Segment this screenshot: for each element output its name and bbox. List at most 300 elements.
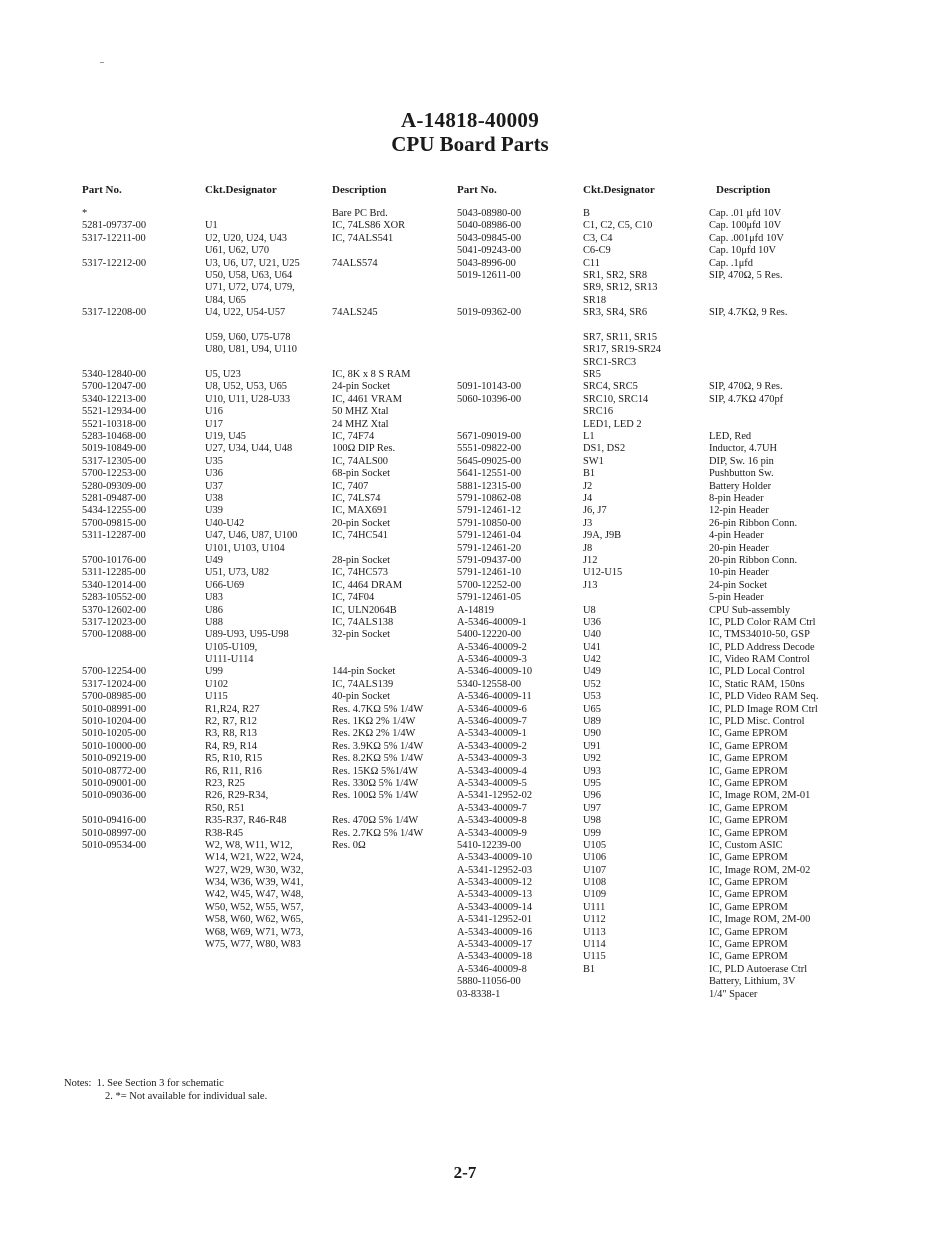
- table-cell: IC, TMS34010-50, GSP: [709, 629, 810, 641]
- table-cell: A-5346-40009-11: [457, 691, 532, 703]
- right-part-number-column: [457, 208, 532, 1001]
- table-cell: Cap. .01 μfd 10V: [709, 208, 782, 219]
- table-cell: IC, 8K x 8 S RAM: [332, 369, 411, 381]
- table-cell: U65: [583, 703, 601, 715]
- table-cell: SR3, SR4, SR6: [583, 307, 648, 319]
- table-cell: IC, PLD Autoerase Ctrl: [709, 963, 808, 975]
- table-cell: R50, R51: [205, 802, 245, 814]
- table-cell: 5700-10176-00: [82, 554, 147, 566]
- table-cell: 5019-12611-00: [457, 269, 521, 281]
- table-cell: U96: [583, 790, 601, 802]
- table-cell: A-5343-40009-4: [457, 765, 527, 777]
- table-cell: 50 MHZ Xtal: [332, 406, 389, 418]
- table-cell: [205, 208, 303, 220]
- table-cell: IC, 4464 DRAM: [332, 579, 403, 591]
- table-cell: C1, C2, C5, C10: [583, 220, 653, 232]
- table-cell: SW1: [583, 455, 604, 467]
- table-cell: U47, U46, U87, U100: [205, 530, 298, 542]
- table-cell: IC, 74LS74: [332, 492, 381, 504]
- table-cell: 5283-10552-00: [82, 592, 147, 604]
- table-cell: 5700-12254-00: [82, 666, 147, 678]
- table-cell: 5645-09025-00: [457, 455, 522, 467]
- document-title: A-14818-40009: [400, 108, 540, 132]
- scan-speck: [100, 62, 104, 63]
- table-cell: Res. 15KΩ 5%1/4W: [332, 765, 418, 777]
- table-cell: U114: [583, 939, 606, 951]
- table-cell: 5791-12461-10: [457, 567, 522, 579]
- table-cell: U86: [205, 604, 223, 616]
- table-cell: Cap. .001μfd 10V: [709, 232, 784, 244]
- table-cell: R38-R45: [205, 827, 244, 839]
- table-cell: SIP, 470Ω, 5 Res.: [709, 269, 783, 281]
- table-cell: U106: [583, 852, 607, 864]
- table-cell: 74ALS245: [332, 307, 378, 319]
- header-description-right: Description: [716, 184, 771, 196]
- table-cell: 5041-09243-00: [457, 245, 522, 257]
- table-cell: 5010-09219-00: [82, 753, 147, 765]
- table-cell: U108: [583, 877, 607, 889]
- table-cell: [332, 332, 423, 344]
- table-cell: 5091-10143-00: [457, 381, 522, 393]
- table-cell: 12-pin Header: [709, 505, 769, 517]
- table-cell: R5, R10, R15: [205, 753, 263, 765]
- table-cell: A-5346-40009-1: [457, 616, 527, 628]
- table-cell: [709, 419, 818, 431]
- table-cell: [332, 803, 423, 815]
- table-cell: U27, U34, U44, U48: [205, 443, 293, 455]
- table-cell: 100Ω DIP Res.: [332, 443, 396, 455]
- table-cell: 5043-8996-00: [457, 257, 516, 269]
- table-cell: A-5343-40009-9: [457, 827, 527, 839]
- table-cell: Res. 2KΩ 2% 1/4W: [332, 728, 416, 740]
- table-cell: W14, W21, W22, W24,: [205, 852, 304, 864]
- table-cell: SIP, 4.7KΩ 470pf: [709, 393, 784, 405]
- table-cell: [332, 270, 423, 282]
- table-cell: [332, 654, 423, 666]
- table-cell: CPU Sub-assembly: [709, 604, 791, 616]
- table-cell: IC, Game EPROM: [709, 777, 788, 789]
- table-cell: [332, 543, 423, 555]
- table-cell: 5043-08980-00: [457, 208, 522, 219]
- table-cell: U59, U60, U75-U78: [205, 331, 291, 343]
- table-cell: W50, W52, W55, W57,: [205, 901, 304, 913]
- table-cell: 5-pin Header: [709, 592, 764, 604]
- table-cell: 5340-12840-00: [82, 369, 147, 381]
- table-cell: IC, PLD Address Decode: [709, 641, 815, 653]
- table-cell: IC, 7407: [332, 480, 369, 492]
- note-item: 2. *= Not available for individual sale.: [105, 1091, 268, 1102]
- table-cell: IC, Video RAM Control: [709, 654, 810, 666]
- table-cell: A-5343-40009-10: [457, 852, 533, 864]
- table-cell: U51, U73, U82: [205, 567, 270, 579]
- table-cell: SR9, SR12, SR13: [583, 282, 658, 294]
- table-cell: U93: [583, 765, 601, 777]
- table-cell: U10, U11, U28-U33: [205, 393, 291, 405]
- table-cell: IC, 74ALS138: [332, 616, 394, 628]
- table-cell: *: [82, 208, 88, 219]
- table-cell: U41: [583, 641, 601, 653]
- table-cell: U91: [583, 740, 601, 752]
- header-ckt-designator-right: Ckt.Designator: [583, 184, 655, 196]
- table-cell: SRC16: [583, 406, 614, 418]
- table-cell: A-5346-40009-6: [457, 703, 527, 715]
- table-cell: U5, U23: [205, 369, 241, 381]
- table-cell: 5434-12255-00: [82, 505, 147, 517]
- table-cell: [457, 369, 532, 381]
- left-part-number-column: [82, 208, 146, 852]
- table-cell: J12: [583, 554, 598, 566]
- table-cell: IC, 74HC541: [332, 530, 388, 542]
- table-cell: W58, W60, W62, W65,: [205, 914, 304, 926]
- table-cell: 5340-12213-00: [82, 393, 147, 405]
- table-cell: [332, 320, 423, 332]
- table-cell: U49: [583, 666, 601, 678]
- table-cell: [82, 332, 146, 344]
- table-cell: LED1, LED 2: [583, 418, 642, 430]
- table-cell: A-5346-40009-7: [457, 716, 527, 728]
- table-cell: IC, Game EPROM: [709, 951, 788, 963]
- table-cell: U112: [583, 914, 606, 926]
- table-cell: [332, 642, 423, 654]
- table-cell: 5400-12220-00: [457, 629, 522, 641]
- table-cell: 5010-10000-00: [82, 740, 147, 752]
- table-cell: W27, W29, W30, W32,: [205, 864, 304, 876]
- table-cell: U66-U69: [205, 579, 245, 591]
- table-cell: A-5343-40009-1: [457, 728, 527, 740]
- table-cell: 5340-12014-00: [82, 579, 147, 591]
- table-cell: A-5346-40009-3: [457, 654, 527, 666]
- table-cell: SIP, 4.7KΩ, 9 Res.: [709, 307, 788, 319]
- table-cell: R2, R7, R12: [205, 716, 257, 728]
- table-cell: 32-pin Socket: [332, 629, 391, 641]
- table-cell: IC, Image ROM, 2M-00: [709, 914, 811, 926]
- table-cell: DS1, DS2: [583, 443, 626, 455]
- table-cell: IC, MAX691: [332, 505, 388, 517]
- table-cell: 5791-10862-08: [457, 492, 522, 504]
- table-cell: U83: [205, 592, 223, 604]
- table-cell: [709, 369, 818, 381]
- table-cell: IC, Game EPROM: [709, 815, 788, 827]
- table-cell: 5317-12023-00: [82, 616, 147, 628]
- table-cell: 5551-09822-00: [457, 443, 522, 455]
- table-cell: A-5341-12952-01: [457, 914, 533, 926]
- table-cell: U89: [583, 716, 601, 728]
- table-cell: Cap. 100μfd 10V: [709, 220, 782, 232]
- notes-label: Notes:: [64, 1078, 92, 1089]
- table-cell: U2, U20, U24, U43: [205, 232, 287, 244]
- table-cell: [332, 357, 423, 369]
- table-cell: IC, Game EPROM: [709, 889, 788, 901]
- table-cell: Res. 330Ω 5% 1/4W: [332, 777, 419, 789]
- table-cell: [332, 245, 423, 257]
- table-cell: [709, 295, 818, 307]
- table-cell: Inductor, 4.7UH: [709, 443, 777, 455]
- table-cell: U39: [205, 505, 223, 517]
- table-cell: U111: [583, 901, 606, 913]
- table-cell: [457, 320, 532, 332]
- table-cell: SRC1-SRC3: [583, 356, 637, 368]
- table-cell: Bare PC Brd.: [332, 208, 388, 219]
- table-cell: [82, 245, 146, 257]
- table-cell: J6, J7: [583, 505, 607, 517]
- table-cell: IC, ULN2064B: [332, 604, 397, 616]
- page-number: 2-7: [453, 1163, 477, 1182]
- table-cell: 5010-08772-00: [82, 765, 147, 777]
- table-cell: IC, Game EPROM: [709, 852, 788, 864]
- table-cell: 5043-09845-00: [457, 232, 522, 244]
- right-ckt-designator-column: [583, 208, 661, 989]
- table-cell: 5280-09309-00: [82, 480, 147, 492]
- table-cell: [457, 282, 532, 294]
- table-cell: IC, Game EPROM: [709, 740, 788, 752]
- table-cell: U98: [583, 815, 601, 827]
- table-cell: U89-U93, U95-U98: [205, 629, 289, 641]
- notes-section: [64, 1077, 267, 1103]
- table-cell: 20-pin Header: [709, 542, 769, 554]
- table-cell: IC, Static RAM, 150ns: [709, 678, 805, 690]
- table-cell: [82, 357, 146, 369]
- table-cell: IC, 74F74: [332, 431, 375, 443]
- table-cell: W75, W77, W80, W83: [205, 939, 301, 951]
- table-cell: IC, Image ROM, 2M-01: [709, 790, 811, 802]
- table-cell: A-5343-40009-16: [457, 926, 533, 938]
- table-cell: U105-U109,: [205, 641, 258, 653]
- table-cell: 5281-09737-00: [82, 220, 147, 232]
- table-cell: A-5343-40009-2: [457, 740, 527, 752]
- table-cell: DIP, Sw. 16 pin: [709, 455, 774, 467]
- table-cell: 5791-12461-12: [457, 505, 522, 517]
- table-cell: 5881-12315-00: [457, 480, 522, 492]
- table-cell: 5700-09815-00: [82, 517, 147, 529]
- table-cell: 5010-09416-00: [82, 815, 147, 827]
- table-cell: IC, Game EPROM: [709, 877, 788, 889]
- table-cell: U71, U72, U74, U79,: [205, 282, 295, 294]
- header-part-no-right: Part No.: [457, 184, 497, 196]
- table-cell: U38: [205, 492, 223, 504]
- table-cell: [82, 282, 146, 294]
- table-cell: IC, PLD Image ROM Ctrl: [709, 703, 818, 715]
- table-cell: A-5343-40009-17: [457, 939, 533, 951]
- note-item: 1. See Section 3 for schematic: [96, 1078, 224, 1089]
- table-cell: 03-8338-1: [457, 988, 501, 1000]
- table-cell: U109: [583, 889, 607, 901]
- header-part-no-left: Part No.: [82, 184, 122, 196]
- table-cell: LED, Red: [709, 431, 752, 443]
- table-cell: U92: [583, 753, 601, 765]
- table-cell: U107: [583, 864, 607, 876]
- table-cell: Res. 3.9KΩ 5% 1/4W: [332, 740, 424, 752]
- table-cell: IC, 74HC573: [332, 567, 388, 579]
- table-cell: A-5343-40009-7: [457, 802, 527, 814]
- table-cell: Res. 1KΩ 2% 1/4W: [332, 716, 416, 728]
- table-cell: R23, R25: [205, 777, 245, 789]
- table-cell: 5283-10468-00: [82, 431, 147, 443]
- table-cell: L1: [583, 431, 595, 443]
- table-cell: J8: [583, 542, 593, 554]
- table-cell: IC, 4461 VRAM: [332, 393, 402, 405]
- table-cell: IC, PLD Misc. Control: [709, 716, 805, 728]
- table-cell: 20-pin Socket: [332, 517, 391, 529]
- table-cell: [82, 642, 146, 654]
- table-cell: U36: [205, 468, 223, 480]
- header-ckt-designator-left: Ckt.Designator: [205, 184, 277, 196]
- table-cell: A-5343-40009-3: [457, 753, 527, 765]
- table-cell: Battery, Lithium, 3V: [709, 976, 796, 988]
- table-cell: IC, PLD Color RAM Ctrl: [709, 616, 816, 628]
- table-cell: [457, 295, 532, 307]
- table-cell: 5791-10850-00: [457, 517, 522, 529]
- table-cell: 5010-10205-00: [82, 728, 147, 740]
- table-cell: 5019-09362-00: [457, 307, 522, 319]
- table-cell: B1: [583, 468, 596, 480]
- table-cell: IC, 74LS86 XOR: [332, 220, 406, 232]
- table-cell: Res. 8.2KΩ 5% 1/4W: [332, 753, 424, 765]
- table-cell: U35: [205, 455, 223, 467]
- table-cell: Res. 100Ω 5% 1/4W: [332, 790, 419, 802]
- table-cell: U8, U52, U53, U65: [205, 381, 287, 393]
- table-cell: [82, 320, 146, 332]
- table-cell: Res. 0Ω: [332, 839, 366, 851]
- table-cell: IC, Game EPROM: [709, 765, 788, 777]
- table-cell: U50, U58, U63, U64: [205, 269, 293, 281]
- table-cell: U101, U103, U104: [205, 542, 285, 554]
- table-cell: A-5346-40009-8: [457, 963, 527, 975]
- table-cell: 5010-09001-00: [82, 777, 147, 789]
- table-cell: U88: [205, 616, 223, 628]
- table-cell: U4, U22, U54-U57: [205, 307, 286, 319]
- table-cell: [332, 295, 423, 307]
- table-cell: 5671-09019-00: [457, 431, 522, 443]
- table-cell: U115: [583, 951, 606, 963]
- table-cell: Pushbutton Sw.: [709, 468, 774, 480]
- table-cell: IC, Game EPROM: [709, 939, 788, 951]
- table-cell: [583, 592, 661, 604]
- table-cell: U84, U65: [205, 294, 246, 306]
- table-cell: IC, Game EPROM: [709, 753, 788, 765]
- table-cell: 5060-10396-00: [457, 393, 522, 405]
- table-cell: 5370-12602-00: [82, 604, 147, 616]
- table-cell: [457, 419, 532, 431]
- table-cell: B: [583, 208, 590, 219]
- table-cell: 74ALS574: [332, 257, 378, 269]
- table-cell: [709, 406, 818, 418]
- document-subtitle: CPU Board Parts: [391, 132, 549, 156]
- table-cell: U52: [583, 678, 601, 690]
- table-cell: 5311-12285-00: [82, 567, 146, 579]
- table-cell: 5700-12252-00: [457, 579, 522, 591]
- table-cell: 24 MHZ Xtal: [332, 418, 389, 430]
- table-cell: A-5343-40009-5: [457, 777, 527, 789]
- table-cell: IC, Game EPROM: [709, 827, 788, 839]
- table-cell: IC, Game EPROM: [709, 728, 788, 740]
- table-cell: A-5343-40009-18: [457, 951, 533, 963]
- table-cell: IC, 74ALS00: [332, 455, 388, 467]
- table-cell: 5317-12208-00: [82, 307, 147, 319]
- table-cell: 5281-09487-00: [82, 492, 147, 504]
- table-cell: A-5343-40009-14: [457, 901, 533, 913]
- table-cell: 1/4" Spacer: [709, 988, 758, 1000]
- left-description-column: [332, 208, 423, 852]
- table-cell: W42, W45, W47, W48,: [205, 889, 304, 901]
- table-cell: SR1, SR2, SR8: [583, 269, 648, 281]
- table-cell: 5010-08991-00: [82, 703, 147, 715]
- table-cell: 5791-12461-05: [457, 592, 522, 604]
- table-cell: IC, Image ROM, 2M-02: [709, 864, 811, 876]
- table-cell: U12-U15: [583, 567, 623, 579]
- table-cell: U42: [583, 654, 601, 666]
- table-cell: IC, 74ALS541: [332, 232, 394, 244]
- table-cell: 40-pin Socket: [332, 691, 391, 703]
- table-cell: 5317-12305-00: [82, 455, 147, 467]
- table-cell: 24-pin Socket: [709, 579, 768, 591]
- table-cell: Cap. 10μfd 10V: [709, 245, 777, 257]
- table-cell: U17: [205, 418, 223, 430]
- table-cell: IC, PLD Video RAM Seq.: [709, 691, 819, 703]
- table-cell: U99: [583, 827, 601, 839]
- table-cell: U40: [583, 629, 601, 641]
- table-cell: U90: [583, 728, 601, 740]
- table-cell: A-14819: [457, 604, 494, 616]
- table-cell: 28-pin Socket: [332, 554, 391, 566]
- table-cell: A-5346-40009-2: [457, 641, 527, 653]
- table-cell: U36: [583, 616, 601, 628]
- table-cell: 5791-09437-00: [457, 554, 522, 566]
- table-cell: 20-pin Ribbon Conn.: [709, 554, 798, 566]
- table-cell: IC, Custom ASIC: [709, 839, 783, 851]
- table-cell: [82, 654, 146, 666]
- table-cell: Battery Holder: [709, 480, 772, 492]
- table-cell: U49: [205, 554, 223, 566]
- table-cell: SR7, SR11, SR15: [583, 331, 658, 343]
- table-cell: [709, 282, 818, 294]
- table-cell: 26-pin Ribbon Conn.: [709, 517, 798, 529]
- table-cell: J2: [583, 480, 593, 492]
- table-cell: [709, 357, 818, 369]
- table-cell: 5521-12934-00: [82, 406, 147, 418]
- table-cell: 10-pin Header: [709, 567, 769, 579]
- table-cell: 5010-09534-00: [82, 839, 147, 851]
- table-cell: [457, 406, 532, 418]
- table-cell: [709, 320, 818, 332]
- table-cell: [457, 344, 532, 356]
- table-cell: 4-pin Header: [709, 530, 764, 542]
- table-cell: SRC10, SRC14: [583, 393, 649, 405]
- table-cell: 5880-11056-00: [457, 976, 521, 988]
- table-cell: SR5: [583, 369, 601, 381]
- table-cell: U61, U62, U70: [205, 245, 270, 257]
- table-cell: [82, 270, 146, 282]
- table-cell: 5311-12287-00: [82, 530, 146, 542]
- table-cell: C6-C9: [583, 245, 611, 257]
- table-cell: 5700-12088-00: [82, 629, 147, 641]
- table-cell: A-5343-40009-8: [457, 815, 527, 827]
- table-cell: U113: [583, 926, 606, 938]
- table-cell: U115: [205, 691, 228, 703]
- table-cell: 5010-08997-00: [82, 827, 147, 839]
- table-cell: U80, U81, U94, U110: [205, 344, 297, 356]
- table-cell: U111-U114: [205, 654, 254, 666]
- table-cell: A-5343-40009-13: [457, 889, 533, 901]
- table-cell: U3, U6, U7, U21, U25: [205, 257, 300, 269]
- table-cell: 5317-12211-00: [82, 232, 146, 244]
- table-cell: J4: [583, 492, 593, 504]
- table-cell: SR17, SR19-SR24: [583, 344, 661, 356]
- table-cell: 24-pin Socket: [332, 381, 391, 393]
- table-cell: W2, W8, W11, W12,: [205, 839, 293, 851]
- table-cell: R6, R11, R16: [205, 765, 262, 777]
- table-cell: Res. 4.7KΩ 5% 1/4W: [332, 703, 424, 715]
- table-cell: IC, 74ALS139: [332, 678, 394, 690]
